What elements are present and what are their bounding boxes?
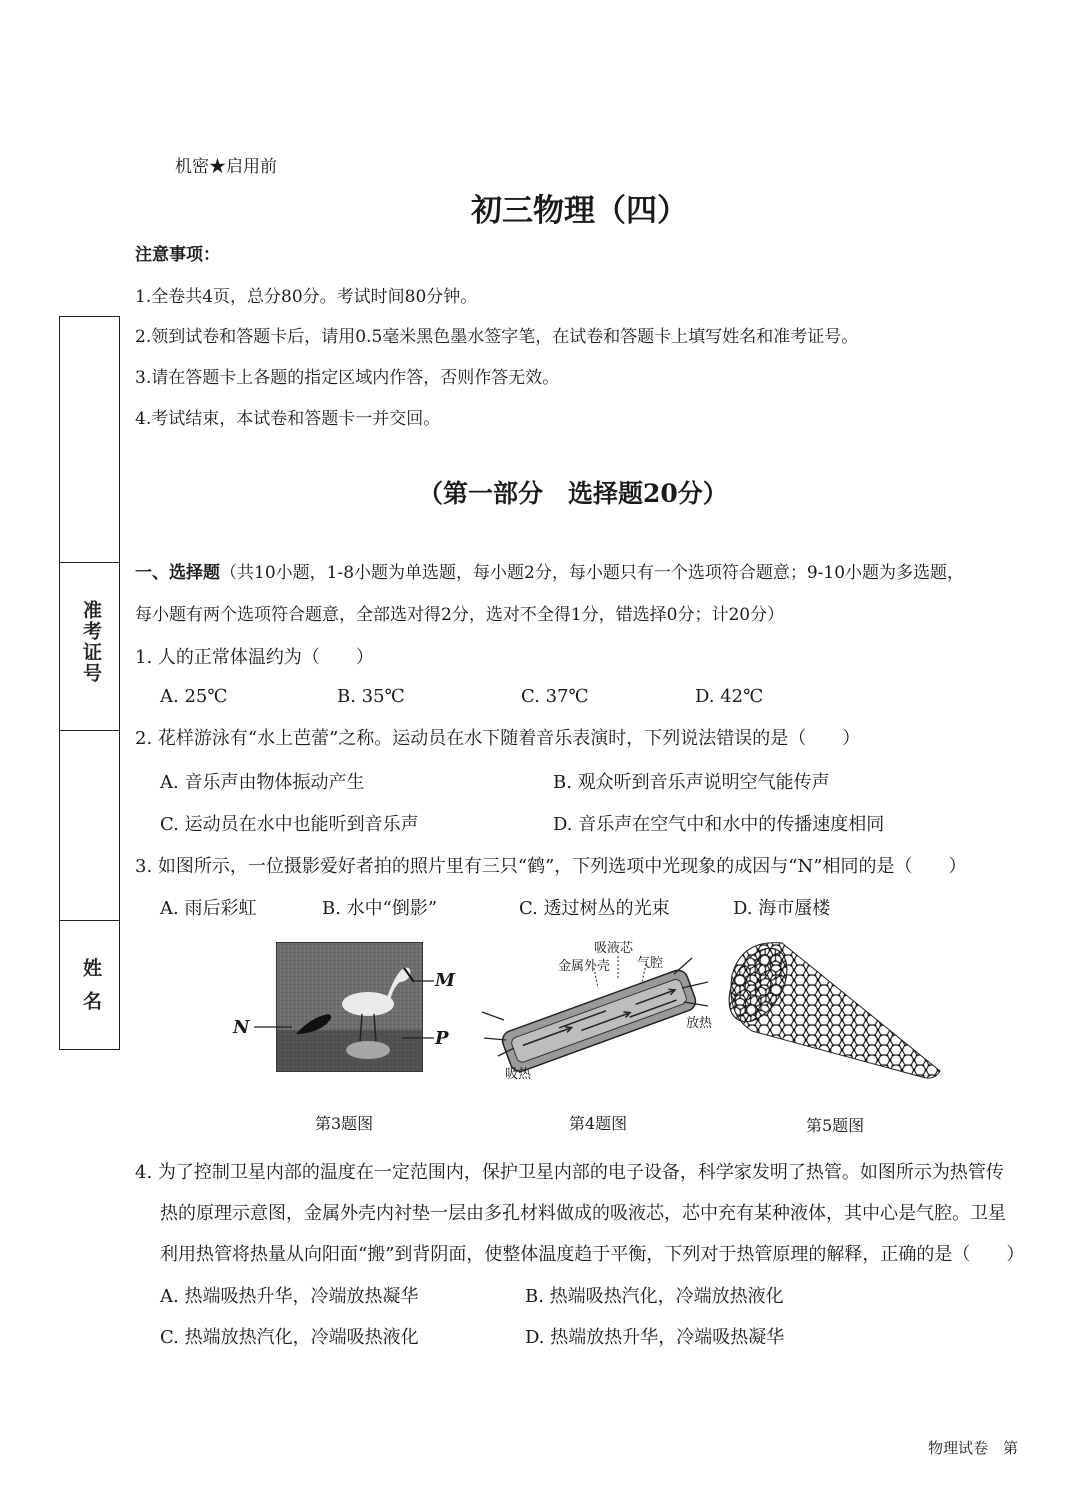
section-desc-line1 [135, 558, 964, 583]
figure-4-label-absorb: 吸热 [505, 1067, 532, 1082]
question-4-stem-line3: 利用热管将热量从向阳面“搬”到背阴面，使整体温度趋于平衡，下列对于热管原理的解释，正确的是（ ） [160, 1244, 1025, 1265]
question-2-option-c: C. 运动员在水中也能听到音乐声 [160, 814, 419, 835]
figure-4-label-wick: 吸液芯 [594, 941, 634, 956]
question-1-option-b: B. 35℃ [337, 686, 405, 707]
figure-4-label-shell: 金属外壳 [558, 959, 611, 974]
question-4-option-a: A. 热端吸热升华，冷端放热凝华 [160, 1286, 419, 1307]
figure-3-label-n: N [233, 1017, 250, 1038]
question-1-stem: 1. 人的正常体温约为（ ） [135, 647, 374, 668]
question-4-option-c: C. 热端放热汽化，冷端吸热液化 [160, 1327, 419, 1348]
binding-box-middle [59, 730, 120, 921]
notes-heading: 注意事项： [135, 245, 220, 265]
question-1-option-c: C. 37℃ [521, 686, 589, 707]
question-4-stem-line2: 热的原理示意图，金属外壳内衬垫一层由多孔材料做成的吸液芯，芯中充有某种液体，其中心是气腔。卫星 [160, 1203, 1006, 1224]
figure-4-label-release: 放热 [686, 1016, 713, 1031]
question-3-option-d: D. 海市蜃楼 [733, 898, 831, 919]
figure-3-label-p: P [435, 1028, 449, 1049]
section-lead: 一、选择题 [135, 563, 220, 583]
question-1-option-d: D. 42℃ [695, 686, 764, 707]
figure-5-caption: 第5题图 [806, 1116, 865, 1135]
note-item: 1.全卷共4页，总分80分。考试时间80分钟。 [135, 287, 478, 307]
section-desc-text: （共10小题，1-8小题为单选题，每小题2分，每小题只有一个选项符合题意；9-10小题为多选题， [220, 563, 965, 583]
question-3-option-a: A. 雨后彩虹 [160, 898, 257, 919]
secret-mark: 机密★启用前 [175, 157, 277, 177]
figure-3-label-m: M [435, 970, 455, 991]
section-desc-line2: 每小题有两个选项符合题意，全部选对得2分，选对不全得1分，错选择0分；计20分） [135, 605, 785, 625]
question-1-option-a: A. 25℃ [160, 686, 228, 707]
question-3-option-b: B. 水中“倒影” [322, 898, 438, 919]
question-4-stem-line1: 4. 为了控制卫星内部的温度在一定范围内，保护卫星内部的电子设备，科学家发明了热管。如图所示为热管传 [135, 1162, 1004, 1183]
note-item: 2.领到试卷和答题卡后，请用0.5毫米黑色墨水签字笔，在试卷和答题卡上填写姓名和准考证号。 [135, 327, 859, 347]
name-label: 姓名 [80, 958, 102, 1024]
exam-number-label: 准考证号 [80, 600, 102, 684]
figure-5-nanotube [722, 935, 947, 1085]
page-footer: 物理试卷 第 [928, 1439, 1019, 1457]
question-4-option-b: B. 热端吸热汽化，冷端放热液化 [525, 1286, 784, 1307]
page-title: 初三物理（四） [471, 193, 688, 229]
question-3-stem: 3. 如图所示，一位摄影爱好者拍的照片里有三只“鹤”，下列选项中光现象的成因与“N”相同的是（ ） [135, 856, 967, 877]
question-2-option-a: A. 音乐声由物体振动产生 [160, 772, 365, 793]
part1-title: （第一部分 选择题20分） [418, 479, 728, 508]
figure-4-caption: 第4题图 [569, 1114, 628, 1133]
question-3-option-c: C. 透过树丛的光束 [519, 898, 670, 919]
figure-3-leader-lines [252, 970, 452, 1050]
figure-3-caption: 第3题图 [315, 1114, 374, 1133]
question-2-stem: 2. 花样游泳有“水上芭蕾”之称。运动员在水下随着音乐表演时，下列说法错误的是（ ） [135, 728, 861, 749]
note-item: 4.考试结束，本试卷和答题卡一并交回。 [135, 409, 441, 429]
question-2-option-d: D. 音乐声在空气中和水中的传播速度相同 [553, 814, 885, 835]
question-2-option-b: B. 观众听到音乐声说明空气能传声 [553, 772, 830, 793]
binding-box-top [59, 316, 120, 563]
figure-4-label-cavity: 气腔 [637, 956, 664, 971]
note-item: 3.请在答题卡上各题的指定区域内作答，否则作答无效。 [135, 368, 560, 388]
question-4-option-d: D. 热端放热升华，冷端吸热凝华 [525, 1327, 785, 1348]
